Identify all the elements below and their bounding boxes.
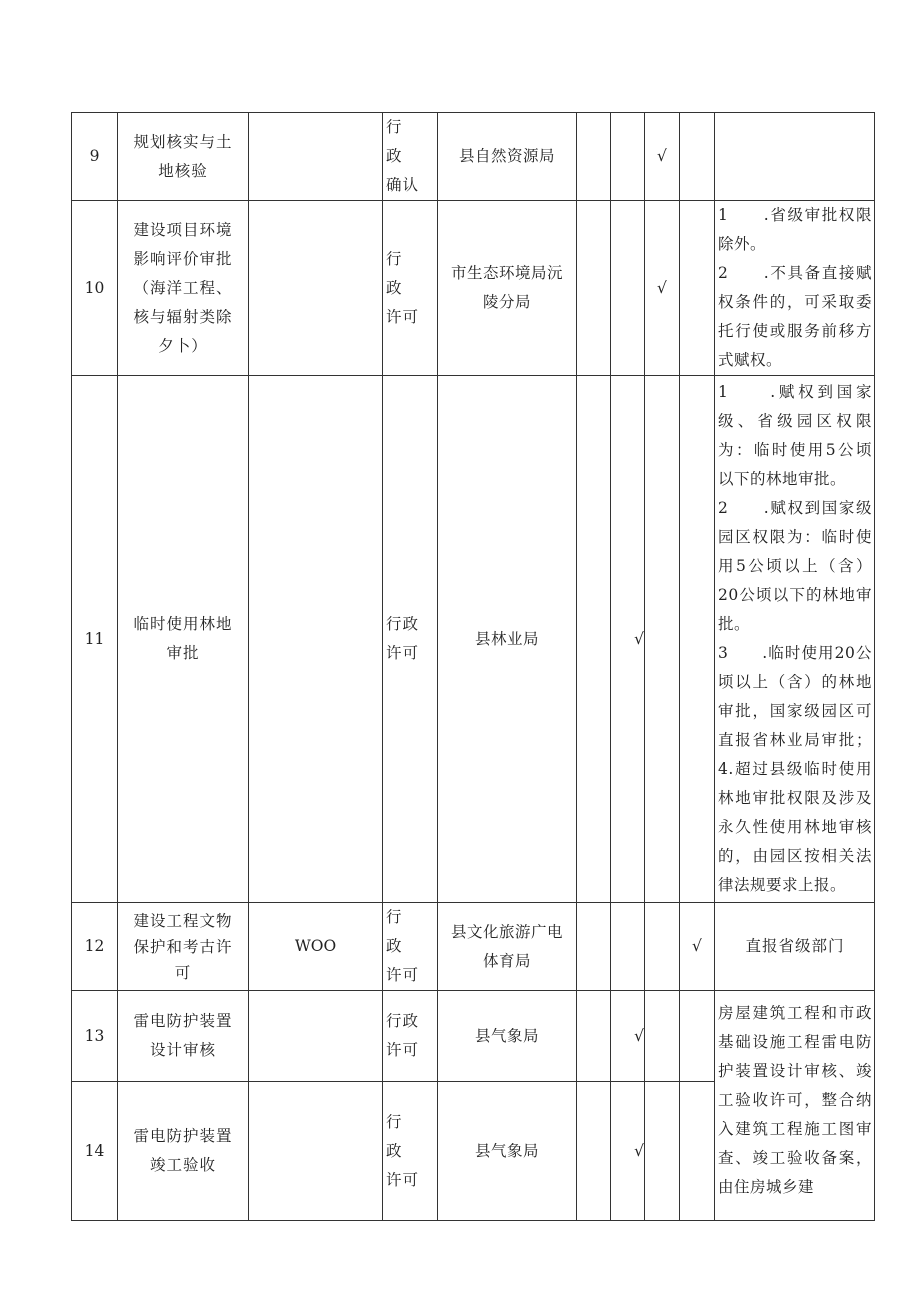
item-department: 县气象局	[438, 991, 577, 1082]
item-department: 县气象局	[438, 1082, 577, 1221]
item-name: 规划核实与土 地核验	[118, 113, 249, 201]
item-code: WOO	[249, 903, 383, 991]
item-note	[715, 113, 875, 201]
table-row	[72, 113, 875, 201]
item-department: 县文化旅游广电 体育局	[438, 903, 577, 991]
item-number: 11	[72, 376, 118, 903]
check-mark: √	[645, 201, 680, 376]
table-row	[72, 201, 875, 376]
item-code	[249, 113, 383, 201]
item-number: 9	[72, 113, 118, 201]
item-department: 县林业局	[438, 376, 577, 903]
item-number: 13	[72, 991, 118, 1082]
item-type: 行 政 许可	[383, 903, 438, 991]
item-type: 行政 许可	[383, 376, 438, 903]
item-type: 行政 许可	[383, 991, 438, 1082]
item-name: 建设工程文物 保护和考古许 可	[118, 903, 249, 991]
item-note: 1 .省级审批权限除外。 2 .不具备直接赋权条件的，可采取委托行使或服务前移方式赋权。	[715, 201, 875, 376]
item-name: 雷电防护装置 竣工验收	[118, 1082, 249, 1221]
check-mark: √	[645, 113, 680, 201]
item-code	[249, 201, 383, 376]
table-row	[72, 376, 875, 903]
item-type: 行 政 确认	[383, 113, 438, 201]
item-department: 县自然资源局	[438, 113, 577, 201]
check-mark: √	[611, 1082, 645, 1221]
check-mark: √	[611, 991, 645, 1082]
item-department: 市生态环境局沅 陵分局	[438, 201, 577, 376]
item-note: 直报省级部门	[715, 903, 875, 991]
item-name: 临时使用林地 审批	[118, 376, 249, 903]
approval-items-table	[71, 112, 875, 1221]
item-type: 行 政 许可	[383, 201, 438, 376]
item-number: 10	[72, 201, 118, 376]
item-note: 房屋建筑工程和市政基础设施工程雷电防护装置设计审核、竣工验收许可，整合纳入建筑工程施工图审查、竣工验收备案，由住房城乡建	[715, 991, 875, 1221]
check-mark: √	[680, 903, 715, 991]
item-code	[249, 1082, 383, 1221]
item-number: 14	[72, 1082, 118, 1221]
item-code	[249, 991, 383, 1082]
item-name: 建设项目环境 影响评价审批 （海洋工程、 核与辐射类除 夕卜）	[118, 201, 249, 376]
item-code	[249, 376, 383, 903]
check-mark: √	[611, 376, 645, 903]
item-number: 12	[72, 903, 118, 991]
table-row	[72, 903, 875, 991]
item-name: 雷电防护装置 设计审核	[118, 991, 249, 1082]
item-note: 1 .赋权到国家级、省级园区权限为：临时使用5公顷以下的林地审批。 2 .赋权到国家级园区权限为：临时使用5公顷以上（含）20公顷以下的林地审批。 3 .临时使用20公顷以上（含）的林地审批，国家级园区可直报省林业局审批；4.超过县级临时使用林地审批权限及涉及永久性使用林地审核的，由园区按相关法律法规要求上报。	[715, 376, 875, 903]
item-type: 行 政 许可	[383, 1082, 438, 1221]
table-row	[72, 991, 875, 1082]
